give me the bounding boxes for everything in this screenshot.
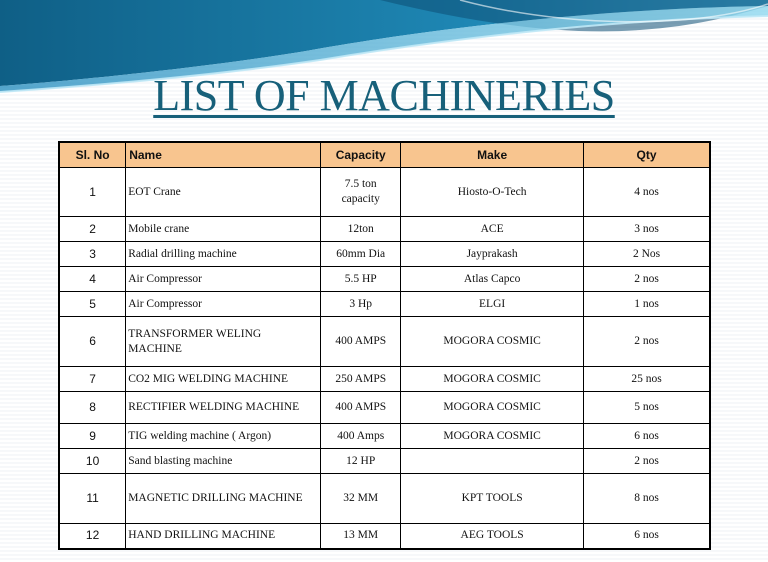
table-row: [59, 267, 710, 292]
cell-capacity: 32 MM: [321, 474, 401, 524]
cell-sl-no: 5: [59, 292, 126, 317]
col-header-qty: Qty: [584, 142, 710, 168]
cell-qty: 8 nos: [584, 474, 710, 524]
cell-capacity: 250 AMPS: [321, 367, 401, 392]
cell-qty: 2 nos: [584, 267, 710, 292]
cell-sl-no: 7: [59, 367, 126, 392]
table-row: [59, 449, 710, 474]
cell-capacity: 400 AMPS: [321, 392, 401, 424]
cell-name: HAND DRILLING MACHINE: [126, 524, 321, 549]
table-header-row: [59, 142, 710, 168]
table-row: [59, 474, 710, 524]
cell-make: ACE: [401, 217, 584, 242]
cell-name: CO2 MIG WELDING MACHINE: [126, 367, 321, 392]
cell-qty: 1 nos: [584, 292, 710, 317]
cell-capacity: 12ton: [321, 217, 401, 242]
cell-qty: 25 nos: [584, 367, 710, 392]
cell-make: MOGORA COSMIC: [401, 424, 584, 449]
table-row: [59, 292, 710, 317]
cell-qty: 2 nos: [584, 449, 710, 474]
cell-capacity: 400 Amps: [321, 424, 401, 449]
cell-make: Jayprakash: [401, 242, 584, 267]
col-header-capacity: Capacity: [321, 142, 401, 168]
table-row: [59, 392, 710, 424]
cell-qty: 6 nos: [584, 424, 710, 449]
col-header-sl-no: Sl. No: [59, 142, 126, 168]
cell-make: MOGORA COSMIC: [401, 367, 584, 392]
cell-sl-no: 2: [59, 217, 126, 242]
col-header-name: Name: [126, 142, 321, 168]
cell-qty: 2 nos: [584, 317, 710, 367]
table-row: [59, 524, 710, 549]
cell-sl-no: 1: [59, 168, 126, 217]
cell-make: MOGORA COSMIC: [401, 317, 584, 367]
table-row: [59, 168, 710, 217]
cell-capacity: 400 AMPS: [321, 317, 401, 367]
cell-name: Sand blasting machine: [126, 449, 321, 474]
cell-qty: 4 nos: [584, 168, 710, 217]
cell-name: EOT Crane: [126, 168, 321, 217]
table-row: [59, 367, 710, 392]
cell-sl-no: 11: [59, 474, 126, 524]
table-row: [59, 317, 710, 367]
col-header-make: Make: [401, 142, 584, 168]
cell-sl-no: 6: [59, 317, 126, 367]
page-title: LIST OF MACHINERIES: [153, 71, 615, 120]
cell-name: MAGNETIC DRILLING MACHINE: [126, 474, 321, 524]
cell-make: MOGORA COSMIC: [401, 392, 584, 424]
machinery-table: [58, 141, 711, 550]
table-row: [59, 242, 710, 267]
cell-sl-no: 9: [59, 424, 126, 449]
cell-capacity: 3 Hp: [321, 292, 401, 317]
table-row: [59, 217, 710, 242]
cell-sl-no: 4: [59, 267, 126, 292]
cell-name: Radial drilling machine: [126, 242, 321, 267]
cell-capacity: 60mm Dia: [321, 242, 401, 267]
cell-make: Atlas Capco: [401, 267, 584, 292]
cell-capacity: 13 MM: [321, 524, 401, 549]
table-row: [59, 424, 710, 449]
cell-make: Hiosto-O-Tech: [401, 168, 584, 217]
cell-make: [401, 449, 584, 474]
cell-qty: 6 nos: [584, 524, 710, 549]
cell-capacity: 7.5 ton capacity: [321, 168, 401, 217]
cell-sl-no: 3: [59, 242, 126, 267]
cell-make: KPT TOOLS: [401, 474, 584, 524]
cell-name: Air Compressor: [126, 292, 321, 317]
cell-make: ELGI: [401, 292, 584, 317]
cell-make: AEG TOOLS: [401, 524, 584, 549]
cell-name: TIG welding machine ( Argon): [126, 424, 321, 449]
cell-sl-no: 8: [59, 392, 126, 424]
cell-qty: 2 Nos: [584, 242, 710, 267]
cell-name: Mobile crane: [126, 217, 321, 242]
cell-qty: 5 nos: [584, 392, 710, 424]
cell-qty: 3 nos: [584, 217, 710, 242]
cell-name: Air Compressor: [126, 267, 321, 292]
cell-capacity: 12 HP: [321, 449, 401, 474]
cell-sl-no: 12: [59, 524, 126, 549]
cell-name: TRANSFORMER WELING MACHINE: [126, 317, 321, 367]
cell-capacity: 5.5 HP: [321, 267, 401, 292]
cell-name: RECTIFIER WELDING MACHINE: [126, 392, 321, 424]
cell-sl-no: 10: [59, 449, 126, 474]
